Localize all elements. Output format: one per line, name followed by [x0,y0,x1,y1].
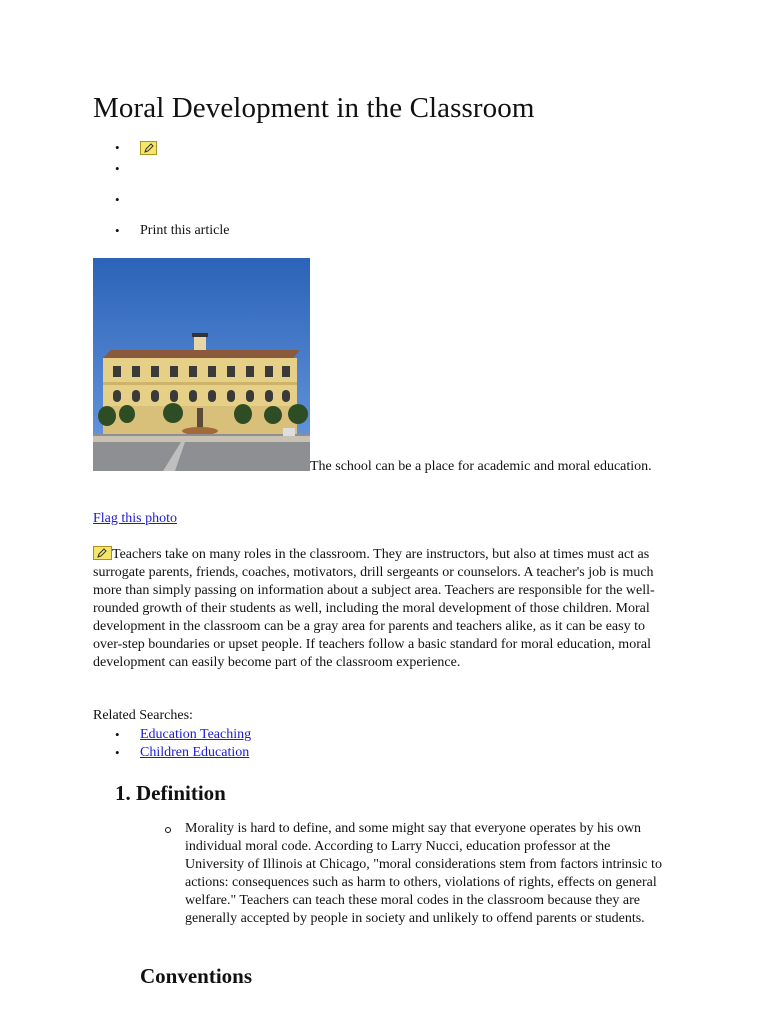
edit-icon[interactable] [140,141,157,155]
related-item [93,744,251,762]
intro-paragraph [93,546,675,672]
related-link-children-education[interactable]: Children Education [140,745,250,760]
school-photo [93,258,310,471]
section-heading-conventions: Conventions [140,964,253,988]
tool-item-empty-2 [93,192,229,208]
tool-item-empty-1 [93,161,229,177]
related-item [93,726,251,744]
article-tools-list [93,140,229,239]
edit-icon[interactable] [93,546,112,560]
tool-item-edit[interactable] [93,140,229,156]
page-title: Moral Development in the Classroom [93,92,535,124]
print-article-link[interactable]: Print this article [140,223,230,238]
intro-text: Teachers take on many roles in the classroom. They are instructors, but also at times must act as surrogate parents, friends, coaches, motivators, drill sergeants or counselors. A teacher's job is much more than simply passing on information about a subject area. Teachers are responsible for the well-rounded growth of their students as well, including the moral development of those children. Moral development in the classroom can be a gray area for parents and teachers alike, as it can be easy to over-step boundaries or upset people. If teachers follow a basic standard for moral education, moral development can easily become part of the classroom experience. [93,547,655,670]
definition-list [163,820,663,928]
related-searches-label: Related Searches: [93,708,193,723]
related-link-education-teaching[interactable]: Education Teaching [140,727,252,742]
definition-text: Morality is hard to define, and some might say that everyone operates by his own individual moral code. According to Larry Nucci, education professor at the University of Illinois at Chicago, "moral considerations stem from factors intrinsic to actions: consequences such as harm to others, violations of rights, effects on general welfare." Teachers can teach these moral codes in the classroom because they are generally accepted by people in society and unlikely to offend parents or students. [163,820,663,928]
tool-item-print[interactable] [93,223,229,239]
photo-caption: The school can be a place for academic and moral education. [310,459,652,474]
section-heading-definition: 1. Definition [115,781,226,805]
related-searches-list [93,726,251,762]
flag-photo-link[interactable]: Flag this photo [93,511,178,526]
